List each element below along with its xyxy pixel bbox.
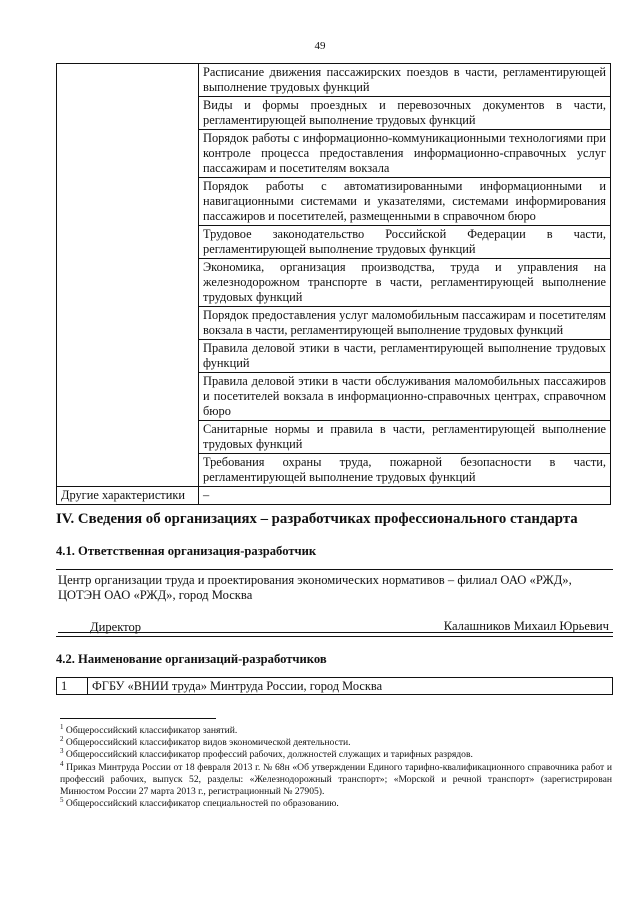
table-cell: Правила деловой этики в части обслуживания маломобильных пассажиров и посетителей вокзала в информационно-справочных центрах, справочном бюро (199, 373, 611, 421)
org-head-name: Калашников Михаил Юрьевич (443, 619, 609, 633)
responsible-org-name: Центр организации труда и проектирования экономических нормативов – филиал ОАО «РЖД», ЦОТЭН ОАО «РЖД», город Москва (58, 573, 572, 602)
table-cell: Порядок предоставления услуг маломобильным пассажирам и посетителям вокзала в части, регламентирующей выполнение трудовых функций (199, 307, 611, 340)
footnote-divider (60, 718, 216, 719)
subsection-responsible-title: 4.1. Ответственная организация-разработчик (56, 544, 317, 558)
subsection-developers-title: 4.2. Наименование организаций-разработчиков (56, 652, 327, 666)
table-cell: Требования охраны труда, пожарной безопасности в части, регламентирующей выполнение трудовых функций (199, 454, 611, 487)
developer-name: ФГБУ «ВНИИ труда» Минтруда России, город Москва (88, 678, 613, 695)
requirements-table (56, 63, 611, 505)
page-number: 49 (314, 40, 326, 52)
footnote-text: Общероссийский классификатор специальностей по образованию. (65, 798, 339, 810)
footnote-mark: 2 (60, 735, 64, 744)
other-characteristics-value: – (199, 487, 611, 505)
signature-line (58, 632, 613, 633)
table-cell: Порядок работы с информационно-коммуникационными технологиями при контроле процесса предоставления информационно-справочных услуг пассажирам и посетителям вокзала (199, 130, 611, 178)
table-cell: Виды и формы проездных и перевозочных документов в части, регламентирующей выполнение трудовых функций (199, 97, 611, 130)
other-characteristics-label: Другие характеристики (57, 487, 199, 505)
table-cell: Правила деловой этики в части, регламентирующей выполнение трудовых функций (199, 340, 611, 373)
table-left-cell-empty (57, 64, 199, 487)
table-cell: Расписание движения пассажирских поездов в части, регламентирующей выполнение трудовых функций (199, 64, 611, 97)
footnote (60, 798, 612, 810)
footnote-text: Общероссийский классификатор профессий рабочих, должностей служащих и тарифных разрядов. (65, 749, 473, 761)
table-row (57, 678, 613, 695)
footnote-text: Приказ Минтруда России от 18 февраля 2013 г. № 68н «Об утверждении Единого тарифно-квалификационного справочника работ и профессий рабочих, выпуск 52, разделы: «Железнодорожный транспорт»; «Морской и речной транспорт» (зарегистрирован Минюстом России 27 марта 2013 г., регистрационный № 27905). (60, 761, 613, 798)
footnote-mark: 1 (60, 722, 64, 731)
developer-number: 1 (57, 678, 88, 695)
footnote (60, 737, 612, 749)
footnote-mark: 3 (60, 747, 64, 756)
footnote-mark: 5 (60, 796, 64, 805)
footnote (60, 759, 613, 799)
table-cell: Экономика, организация производства, труда и управления на железнодорожном транспорте в части, регламентирующей выполнение трудовых функций (199, 259, 611, 307)
responsible-org-box (56, 569, 613, 637)
table-cell: Трудовое законодательство Российской Федерации в части, регламентирующей выполнение трудовых функций (199, 226, 611, 259)
table-cell: Санитарные нормы и правила в части, регламентирующей выполнение трудовых функций (199, 421, 611, 454)
footnote (60, 749, 612, 761)
table-row (57, 64, 611, 97)
section-title: IV. Сведения об организациях – разработчиках профессионального стандарта (56, 511, 578, 527)
footnote-mark: 4 (60, 759, 64, 768)
footnotes (60, 722, 613, 810)
table-row-other (57, 487, 611, 505)
footnote-text: Общероссийский классификатор видов экономической деятельности. (65, 737, 351, 749)
footnote-text: Общероссийский классификатор занятий. (65, 725, 238, 736)
org-head-role: Директор (90, 620, 142, 634)
developers-table (56, 677, 613, 695)
table-cell: Порядок работы с автоматизированными информационными и навигационными системами и указателями, системами информирования пассажиров и посетителей, размещенными в справочном бюро (199, 178, 611, 226)
footnote (60, 722, 612, 737)
